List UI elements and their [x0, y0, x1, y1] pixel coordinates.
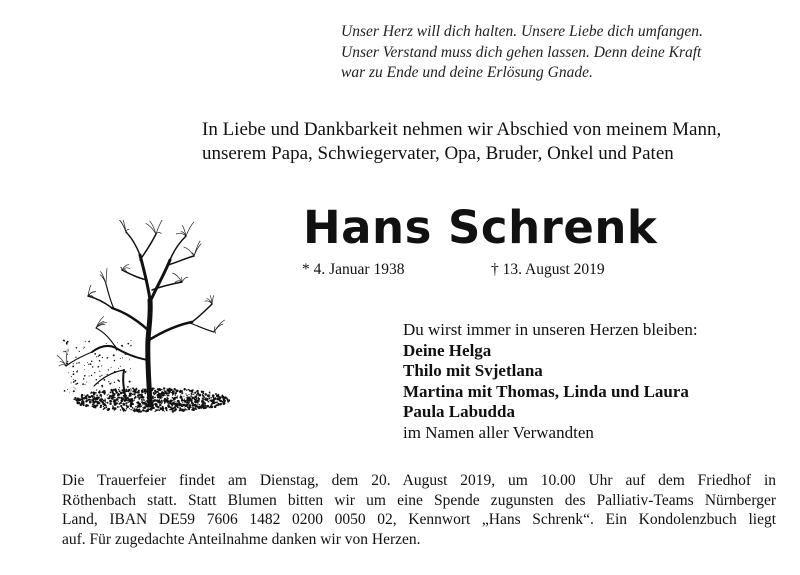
mourner-name: Deine Helga [403, 340, 492, 360]
mourners-block [403, 320, 783, 443]
intro-line: unserem Papa, Schwiegervater, Opa, Bruder, Onkel und Paten [202, 143, 674, 164]
intro-line: In Liebe und Dankbarkeit nehmen wir Abschied von meinem Mann, [202, 119, 722, 140]
poem-quote [341, 22, 771, 84]
mourner-name: Thilo mit Svjetlana [403, 361, 543, 380]
tree-illustration [52, 220, 242, 420]
poem-line: war zu Ende und deine Erlösung Gnade. [341, 64, 593, 81]
farewell-intro [202, 118, 772, 166]
poem-line: Unser Herz will dich halten. Unsere Liebe dich umfangen. [341, 23, 703, 40]
mourner-name: Paula Labudda [403, 402, 515, 421]
death-date: † 13. August 2019 [491, 261, 605, 278]
birth-date: * 4. Januar 1938 [302, 261, 405, 278]
poem-line: Unser Verstand muss dich gehen lassen. Denn deine Kraft [341, 43, 702, 61]
deceased-name: Hans Schrenk [303, 201, 658, 254]
footer-line: Land, IBAN DE59 7606 1482 0200 0050 02, Kennwort „Hans Schrenk“. Ein Kondolenzbuch liegt [62, 511, 776, 528]
mourners-heading: Du wirst immer in unseren Herzen bleiben: [403, 320, 698, 339]
mourner-name: Martina mit Thomas, Linda und Laura [403, 381, 689, 401]
footer-line: Die Trauerfeier findet am Dienstag, dem 20. August 2019, um 10.00 Uhr auf dem Friedhof in [62, 472, 776, 489]
footer-line: auf. Für zugedachte Anteilnahme danken wir von Herzen. [62, 530, 421, 548]
funeral-details [62, 471, 776, 549]
mourners-closing: im Namen aller Verwandten [403, 422, 594, 442]
footer-line: Röthenbach statt. Statt Blumen bitten wir um eine Spende zugunsten des Palliativ-Teams Nürnberger [62, 491, 776, 509]
